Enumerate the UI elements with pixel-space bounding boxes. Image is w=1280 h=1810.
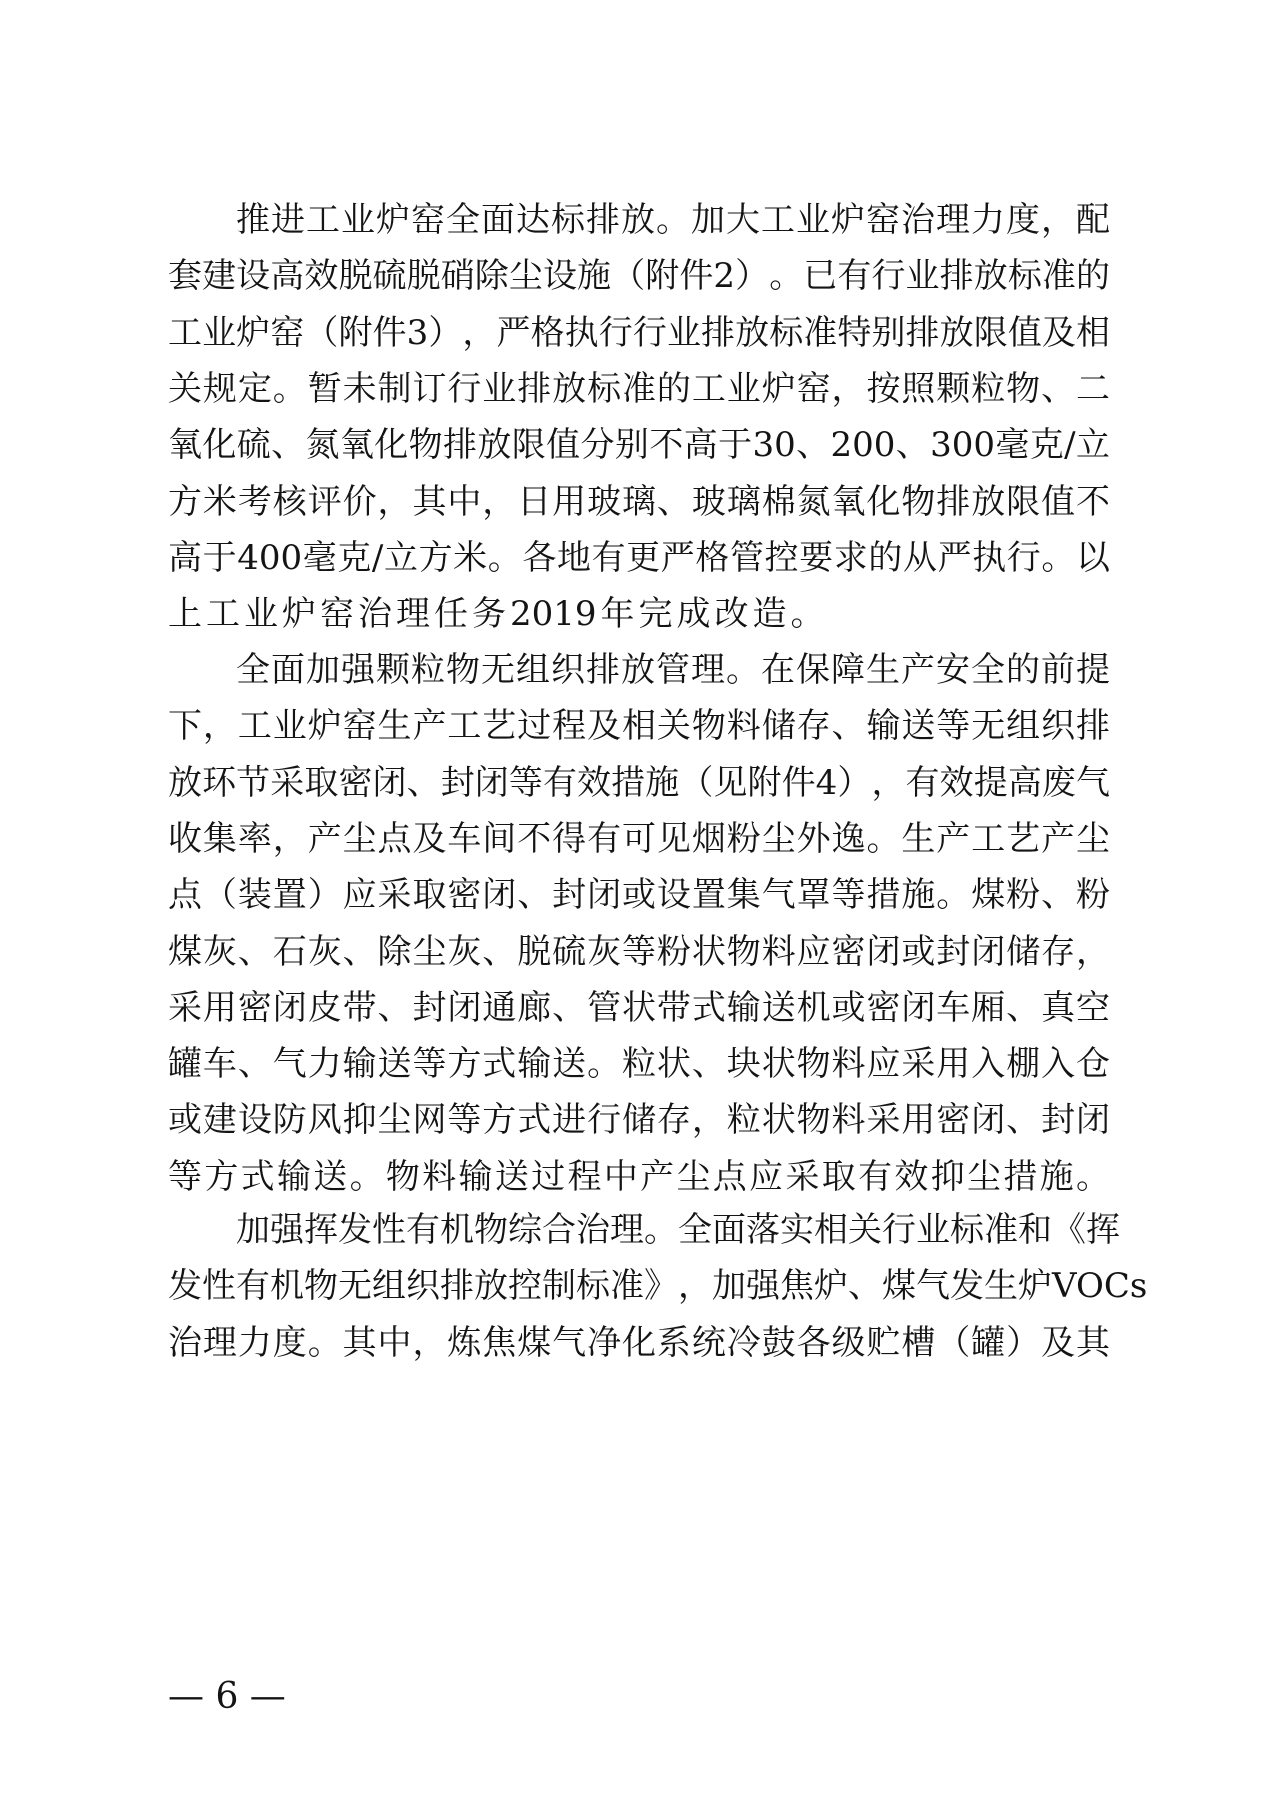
text-line: 上 工 业 炉 窑 治 理 任 务 2019 年 完 成 改 造 。 (168, 594, 825, 635)
text-line: 高 于 400 毫 克 / 立 方 米 。 各 地 有 更 严 格 管 控 要 求 的 从 严 执 行 。 以 (168, 537, 1110, 578)
text-line: 推 进 工 业 炉 窑 全 面 达 标 排 放 。 加 大 工 业 炉 窑 治 理 力 度 ， 配 (236, 200, 1110, 240)
text-line: 氧 化 硫 、 氮 氧 化 物 排 放 限 值 分 别 不 高 于 30 、 200 、 300 毫 克 / 立 (168, 425, 1110, 466)
page-number: — 6 — (168, 1676, 286, 1717)
text-line: 治 理 力 度 。 其 中 ， 炼 焦 煤 气 净 化 系 统 冷 鼓 各 级 贮 槽 （ 罐 ） 及 其 (168, 1322, 1110, 1363)
text-line: 加 强 挥 发 性 有 机 物 综 合 治 理 。 全 面 落 实 相 关 行 业 标 准 和 《 挥 (236, 1210, 1120, 1250)
text-line: 点 （ 装 置 ） 应 采 取 密 闭 、 封 闭 或 设 置 集 气 罩 等 措 施 。 煤 粉 、 粉 (168, 875, 1110, 916)
text-line: 发 性 有 机 物 无 组 织 排 放 控 制 标 准 》 ， 加 强 焦 炉 、 煤 气 发 生 炉 VOCs (168, 1266, 1148, 1307)
text-line: 全 面 加 强 颗 粒 物 无 组 织 排 放 管 理 。 在 保 障 生 产 安 全 的 前 提 (236, 650, 1110, 690)
text-line: 放 环 节 采 取 密 闭 、 封 闭 等 有 效 措 施 （ 见 附 件 4 ） ， 有 效 提 高 废 气 (168, 762, 1110, 803)
text-line: 煤 灰 、 石 灰 、 除 尘 灰 、 脱 硫 灰 等 粉 状 物 料 应 密 闭 或 封 闭 储 存 ， (168, 931, 1110, 972)
text-line: 方 米 考 核 评 价 ， 其 中 ， 日 用 玻 璃 、 玻 璃 棉 氮 氧 化 物 排 放 限 值 不 (168, 481, 1110, 522)
text-line: 套 建 设 高 效 脱 硫 脱 硝 除 尘 设 施 （ 附 件 2 ） 。 已 有 行 业 排 放 标 准 的 (168, 256, 1110, 297)
text-line: 等 方 式 输 送 。 物 料 输 送 过 程 中 产 尘 点 应 采 取 有 效 抑 尘 措 施 。 (168, 1156, 1110, 1197)
text-line: 收 集 率 ， 产 尘 点 及 车 间 不 得 有 可 见 烟 粉 尘 外 逸 。 生 产 工 艺 产 尘 (168, 818, 1110, 859)
text-line: 下 ， 工 业 炉 窑 生 产 工 艺 过 程 及 相 关 物 料 储 存 、 输 送 等 无 组 织 排 (168, 706, 1110, 747)
text-line: 或 建 设 防 风 抑 尘 网 等 方 式 进 行 储 存 ， 粒 状 物 料 采 用 密 闭 、 封 闭 (168, 1100, 1110, 1141)
text-line: 采 用 密 闭 皮 带 、 封 闭 通 廊 、 管 状 带 式 输 送 机 或 密 闭 车 厢 、 真 空 (168, 987, 1110, 1028)
text-line: 罐 车 、 气 力 输 送 等 方 式 输 送 。 粒 状 、 块 状 物 料 应 采 用 入 棚 入 仓 (168, 1044, 1110, 1085)
text-line: 工 业 炉 窑 （ 附 件 3 ） ， 严 格 执 行 行 业 排 放 标 准 特 别 排 放 限 值 及 相 (168, 312, 1110, 353)
text-line: 关 规 定 。 暂 未 制 订 行 业 排 放 标 准 的 工 业 炉 窑 ， 按 照 颗 粒 物 、 二 (168, 368, 1110, 409)
